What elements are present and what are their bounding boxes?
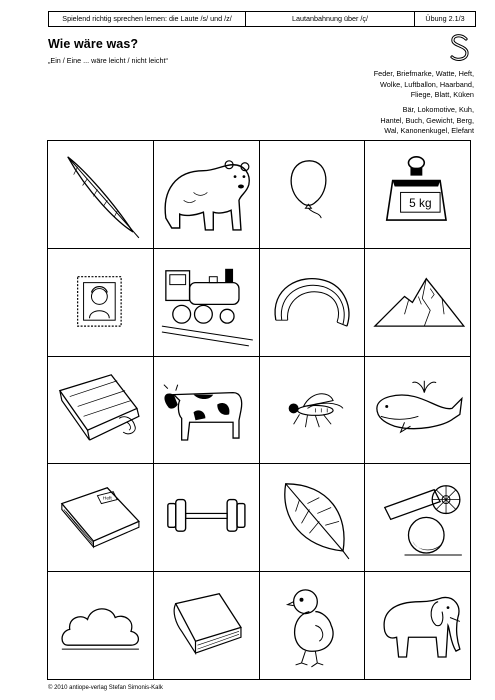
card-fly[interactable] [260, 357, 366, 465]
card-book[interactable] [154, 572, 260, 680]
cloud-icon [48, 572, 153, 679]
cannon-icon [365, 464, 470, 571]
word-list-line: Hantel, Buch, Gewicht, Berg, [380, 115, 474, 125]
word-list-line: Wal, Kanonenkugel, Elefant [384, 126, 474, 135]
feather-icon [48, 141, 153, 248]
weight-label: 5 kg [409, 196, 432, 211]
picture-card-grid [47, 140, 471, 680]
card-elephant[interactable] [365, 572, 471, 680]
cow-icon [154, 357, 259, 464]
card-hairband[interactable] [260, 249, 366, 357]
card-cow[interactable] [154, 357, 260, 465]
hairband-icon [260, 249, 365, 356]
card-whale[interactable] [365, 357, 471, 465]
card-dumbbell[interactable] [154, 464, 260, 572]
weight-icon [365, 141, 470, 248]
word-list-line: Wolke, Luftballon, Haarband, [380, 79, 474, 89]
bear-icon [154, 141, 259, 248]
card-locomotive[interactable] [154, 249, 260, 357]
whale-icon [365, 357, 470, 464]
elephant-icon [365, 572, 470, 679]
card-cotton-wool[interactable] [48, 357, 154, 465]
fly-icon [260, 357, 365, 464]
header-bar [48, 11, 476, 27]
card-cloud[interactable] [48, 572, 154, 680]
leaf-icon [260, 464, 365, 571]
notebook-label: Heft [102, 497, 112, 503]
page-title: Wie wäre was? [48, 37, 139, 51]
s-sound-icon [447, 33, 473, 63]
card-feather[interactable] [48, 141, 154, 249]
card-weight[interactable] [365, 141, 471, 249]
card-bear[interactable] [154, 141, 260, 249]
word-list-light [374, 69, 474, 101]
header-book-title: Spielend richtig sprechen lernen: die Laute /s/ und /z/ [49, 12, 246, 26]
notebook-icon [48, 464, 153, 571]
card-cannon[interactable] [365, 464, 471, 572]
card-balloon[interactable] [260, 141, 366, 249]
book-icon [154, 572, 259, 679]
chick-icon [260, 572, 365, 679]
stamp-icon [48, 249, 153, 356]
mountain-icon [365, 249, 470, 356]
word-list-line: Bär, Lokomotive, Kuh, [402, 105, 474, 114]
dumbbell-icon [154, 464, 259, 571]
instruction-text: „Ein / Eine ... wäre leicht / nicht leicht“ [48, 56, 168, 65]
card-leaf[interactable] [260, 464, 366, 572]
card-notebook[interactable] [48, 464, 154, 572]
locomotive-icon [154, 249, 259, 356]
header-exercise-number: Übung 2.1/3 [425, 14, 465, 23]
word-list-line: Feder, Briefmarke, Watte, Heft, [373, 69, 474, 78]
header-topic: Lautanbahnung über /ç/ [246, 12, 415, 26]
word-list-heavy [380, 105, 474, 137]
word-list-line: Fliege, Blatt, Küken [410, 90, 474, 99]
card-mountain[interactable] [365, 249, 471, 357]
balloon-icon [260, 141, 365, 248]
copyright-footer: © 2010 antiope-verlag Stefan Simonis-Kalk [48, 685, 163, 691]
cotton-wool-icon [48, 357, 153, 464]
card-chick[interactable] [260, 572, 366, 680]
card-stamp[interactable] [48, 249, 154, 357]
